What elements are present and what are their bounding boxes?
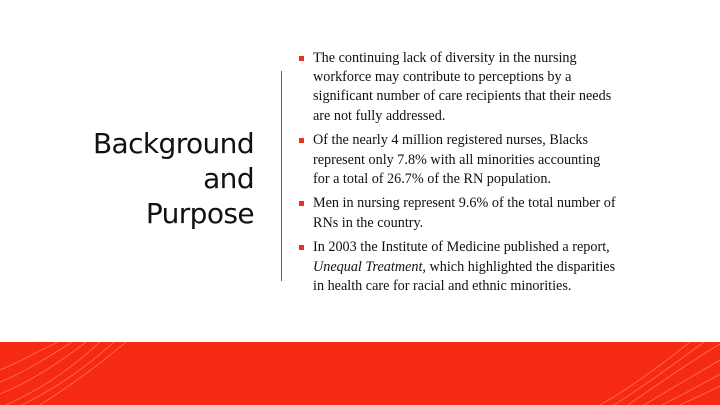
- bullet-item: [298, 131, 618, 189]
- slide-title: [93, 126, 254, 231]
- vertical-divider: [281, 71, 282, 281]
- bullet-text-suffix: , which highlighted the disparities in health care for racial and ethnic minorities.: [313, 258, 616, 294]
- square-bullet-icon: [299, 245, 304, 250]
- square-bullet-icon: [299, 138, 304, 143]
- bullet-item: [298, 49, 618, 126]
- title-line-2: and: [203, 162, 254, 195]
- bullet-text: Of the nearly 4 million registered nurses, Blacks represent only 7.8% with all minorities accounting for a total of 26.7% of the RN population.: [313, 132, 601, 187]
- square-bullet-icon: [299, 56, 304, 61]
- bullet-item: [298, 238, 618, 296]
- bullet-text: The continuing lack of diversity in the nursing workforce may contribute to perceptions by a significant number of care recipients that their needs are not fully addressed.: [313, 50, 612, 124]
- square-bullet-icon: [299, 201, 304, 206]
- decorative-lines-graphic: [0, 342, 720, 405]
- title-line-3: Purpose: [145, 197, 254, 230]
- title-line-1: Background: [92, 127, 254, 160]
- bullet-list: [298, 49, 618, 301]
- report-title: Unequal Treatment: [313, 258, 423, 275]
- bullet-text: Men in nursing represent 9.6% of the total number of RNs in the country.: [313, 195, 616, 231]
- bullet-item: [298, 194, 618, 232]
- footer-band: [0, 342, 720, 405]
- bullet-text-prefix: In 2003 the Institute of Medicine published a report,: [313, 239, 610, 256]
